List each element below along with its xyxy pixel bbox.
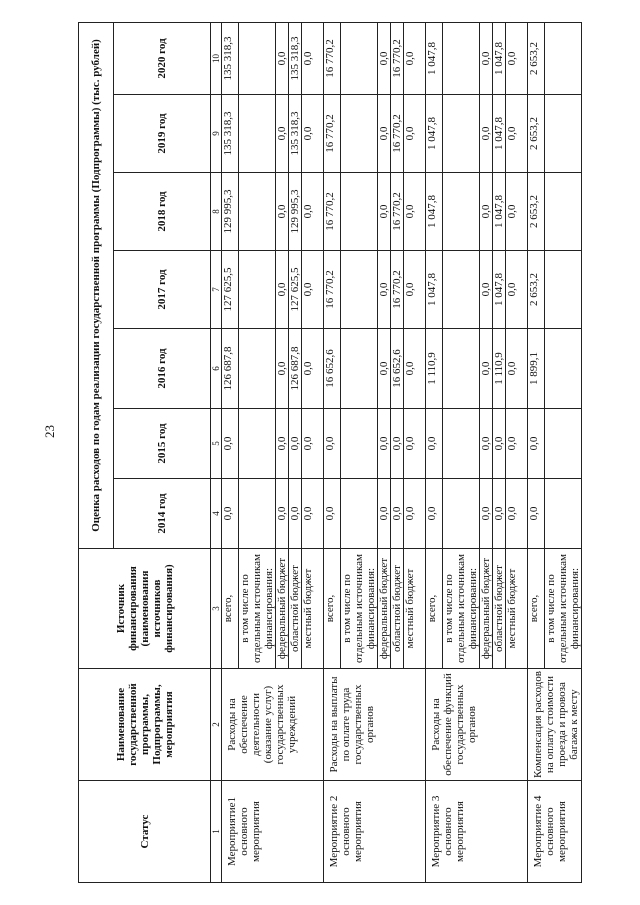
value-cell: 0,0 xyxy=(378,409,391,479)
value-cell: 0,0 xyxy=(404,479,426,549)
value-cell: 16 770,2 xyxy=(324,173,341,251)
measure-name: Компенсация расходов на оплату стоимости проезда и провоза багажа к месту xyxy=(528,669,582,781)
value-cell: 0,0 xyxy=(302,409,324,479)
header-status: Статус xyxy=(79,781,211,883)
measure-name: Расходы на обеспечение деятельности (оказание услуг) государственных учреждений xyxy=(222,669,324,781)
financing-table xyxy=(78,22,582,883)
value-cell: 0,0 xyxy=(480,251,493,329)
header-source: Источник финансирования (наименования источников финансирования) xyxy=(79,549,211,669)
value-cell: 16 770,2 xyxy=(324,22,341,94)
value-cell: 16 770,2 xyxy=(391,173,404,251)
value-cell: 0,0 xyxy=(480,173,493,251)
header-program-name: Наименование государственной программы, Подпрограммы, мероприятия xyxy=(79,669,211,781)
value-cell: 16 770,2 xyxy=(324,251,341,329)
value-cell: 0,0 xyxy=(404,329,426,409)
value-cell: 16 770,2 xyxy=(391,251,404,329)
value-cell: 1 899,1 xyxy=(528,329,545,409)
source-local: местный бюджет xyxy=(506,549,528,669)
value-cell: 0,0 xyxy=(302,22,324,94)
value-cell: 0,0 xyxy=(506,329,528,409)
header-year: 2016 год xyxy=(114,329,211,409)
value-cell: 0,0 xyxy=(276,173,289,251)
value-cell: 135 318,3 xyxy=(289,95,302,173)
value-cell: 0,0 xyxy=(404,251,426,329)
value-cell: 0,0 xyxy=(404,173,426,251)
value-cell: 1 047,8 xyxy=(493,95,506,173)
value-cell: 0,0 xyxy=(480,479,493,549)
value-cell: 0,0 xyxy=(378,22,391,94)
value-cell: 0,0 xyxy=(289,409,302,479)
measure-status: Мероприятие 4 основного мероприятия xyxy=(528,781,582,883)
value-cell: 1 110,9 xyxy=(493,329,506,409)
value-cell: 129 995,3 xyxy=(289,173,302,251)
value-cell: 0,0 xyxy=(391,409,404,479)
value-cell: 0,0 xyxy=(276,95,289,173)
value-cell: 0,0 xyxy=(480,329,493,409)
value-cell: 1 047,8 xyxy=(426,95,443,173)
value-cell: 127 625,5 xyxy=(222,251,239,329)
value-cell: 0,0 xyxy=(506,95,528,173)
value-cell: 16 770,2 xyxy=(324,95,341,173)
value-cell: 0,0 xyxy=(302,173,324,251)
value-cell: 135 318,3 xyxy=(289,22,302,94)
value-cell: 0,0 xyxy=(222,409,239,479)
value-cell: 2 653,2 xyxy=(528,22,545,94)
measure-status: Мероприятие 3 основного мероприятия xyxy=(426,781,528,883)
value-cell: 0,0 xyxy=(222,479,239,549)
value-cell: 0,0 xyxy=(276,329,289,409)
value-cell: 0,0 xyxy=(378,173,391,251)
value-cell: 0,0 xyxy=(506,22,528,94)
value-cell: 0,0 xyxy=(276,479,289,549)
header-year: 2015 год xyxy=(114,409,211,479)
source-including: в том числе по отдельным источникам финансирования: xyxy=(443,549,480,669)
value-cell: 1 047,8 xyxy=(493,173,506,251)
value-cell: 0,0 xyxy=(378,95,391,173)
header-year: 2020 год xyxy=(114,22,211,94)
value-cell: 0,0 xyxy=(528,479,545,549)
column-number: 8 xyxy=(211,173,222,251)
column-number: 1 xyxy=(211,781,222,883)
header-year: 2014 год xyxy=(114,479,211,549)
value-cell: 1 047,8 xyxy=(493,22,506,94)
value-cell: 1 047,8 xyxy=(426,173,443,251)
value-cell: 1 047,8 xyxy=(426,22,443,94)
value-cell: 16 652,6 xyxy=(324,329,341,409)
value-cell: 2 653,2 xyxy=(528,251,545,329)
value-cell: 0,0 xyxy=(506,409,528,479)
value-cell: 1 047,8 xyxy=(493,251,506,329)
value-cell: 0,0 xyxy=(493,409,506,479)
value-cell: 0,0 xyxy=(302,329,324,409)
source-regional: областной бюджет xyxy=(391,549,404,669)
source-regional: областной бюджет xyxy=(289,549,302,669)
source-federal: федеральный бюджет xyxy=(276,549,289,669)
value-cell: 0,0 xyxy=(404,95,426,173)
column-number: 6 xyxy=(211,329,222,409)
value-cell: 135 318,3 xyxy=(222,22,239,94)
measure-status: Мероприятие 2 основного мероприятия xyxy=(324,781,426,883)
column-number: 2 xyxy=(211,669,222,781)
value-cell: 0,0 xyxy=(302,479,324,549)
value-cell: 16 652,6 xyxy=(391,329,404,409)
header-year: 2017 год xyxy=(114,251,211,329)
source-total: всего, xyxy=(426,549,443,669)
measure-name: Расходы на обеспечение функций государственных органов xyxy=(426,669,528,781)
value-cell: 2 653,2 xyxy=(528,95,545,173)
value-cell: 0,0 xyxy=(404,409,426,479)
value-cell: 1 047,8 xyxy=(426,251,443,329)
value-cell: 0,0 xyxy=(404,22,426,94)
value-cell: 0,0 xyxy=(378,329,391,409)
value-cell: 0,0 xyxy=(302,251,324,329)
source-federal: федеральный бюджет xyxy=(378,549,391,669)
value-cell: 16 770,2 xyxy=(391,22,404,94)
value-cell: 0,0 xyxy=(378,479,391,549)
value-cell: 0,0 xyxy=(378,251,391,329)
value-cell: 135 318,3 xyxy=(222,95,239,173)
source-total: всего, xyxy=(528,549,545,669)
value-cell: 0,0 xyxy=(480,409,493,479)
value-cell: 1 110,9 xyxy=(426,329,443,409)
value-cell: 0,0 xyxy=(480,95,493,173)
source-total: всего, xyxy=(324,549,341,669)
source-local: местный бюджет xyxy=(404,549,426,669)
value-cell: 0,0 xyxy=(302,95,324,173)
source-regional: областной бюджет xyxy=(493,549,506,669)
value-cell: 129 995,3 xyxy=(222,173,239,251)
value-cell: 126 687,8 xyxy=(289,329,302,409)
header-year: 2018 год xyxy=(114,173,211,251)
column-number: 10 xyxy=(211,22,222,94)
source-local: местный бюджет xyxy=(302,549,324,669)
source-federal: федеральный бюджет xyxy=(480,549,493,669)
value-cell: 0,0 xyxy=(506,479,528,549)
value-cell: 0,0 xyxy=(276,22,289,94)
column-number: 3 xyxy=(211,549,222,669)
value-cell: 0,0 xyxy=(391,479,404,549)
value-cell: 0,0 xyxy=(276,409,289,479)
column-number: 9 xyxy=(211,95,222,173)
rotated-table-container xyxy=(78,23,581,883)
header-estimate: Оценка расходов по годам реализации государственной программы (Подпрограммы) (тыс. рублей) xyxy=(79,22,114,548)
value-cell: 0,0 xyxy=(480,22,493,94)
value-cell: 0,0 xyxy=(528,409,545,479)
value-cell: 126 687,8 xyxy=(222,329,239,409)
value-cell: 2 653,2 xyxy=(528,173,545,251)
column-number: 7 xyxy=(211,251,222,329)
value-cell: 0,0 xyxy=(426,479,443,549)
value-cell: 0,0 xyxy=(324,409,341,479)
value-cell: 0,0 xyxy=(506,251,528,329)
measure-name: Расходы на выплаты по оплате труда государственных органов xyxy=(324,669,426,781)
page-number: 23 xyxy=(42,425,57,438)
value-cell: 0,0 xyxy=(289,479,302,549)
column-number: 5 xyxy=(211,409,222,479)
value-cell: 0,0 xyxy=(276,251,289,329)
value-cell: 0,0 xyxy=(324,479,341,549)
value-cell: 0,0 xyxy=(426,409,443,479)
header-year: 2019 год xyxy=(114,95,211,173)
value-cell: 16 770,2 xyxy=(391,95,404,173)
source-total: всего, xyxy=(222,549,239,669)
source-including: в том числе по отдельным источникам финансирования: xyxy=(341,549,378,669)
column-number: 4 xyxy=(211,479,222,549)
value-cell: 0,0 xyxy=(493,479,506,549)
source-including: в том числе по отдельным источникам финансирования: xyxy=(239,549,276,669)
value-cell: 127 625,5 xyxy=(289,251,302,329)
source-including: в том числе по отдельным источникам финансирования: xyxy=(545,549,582,669)
value-cell: 0,0 xyxy=(506,173,528,251)
measure-status: Мероприятие1 основного мероприятия xyxy=(222,781,324,883)
